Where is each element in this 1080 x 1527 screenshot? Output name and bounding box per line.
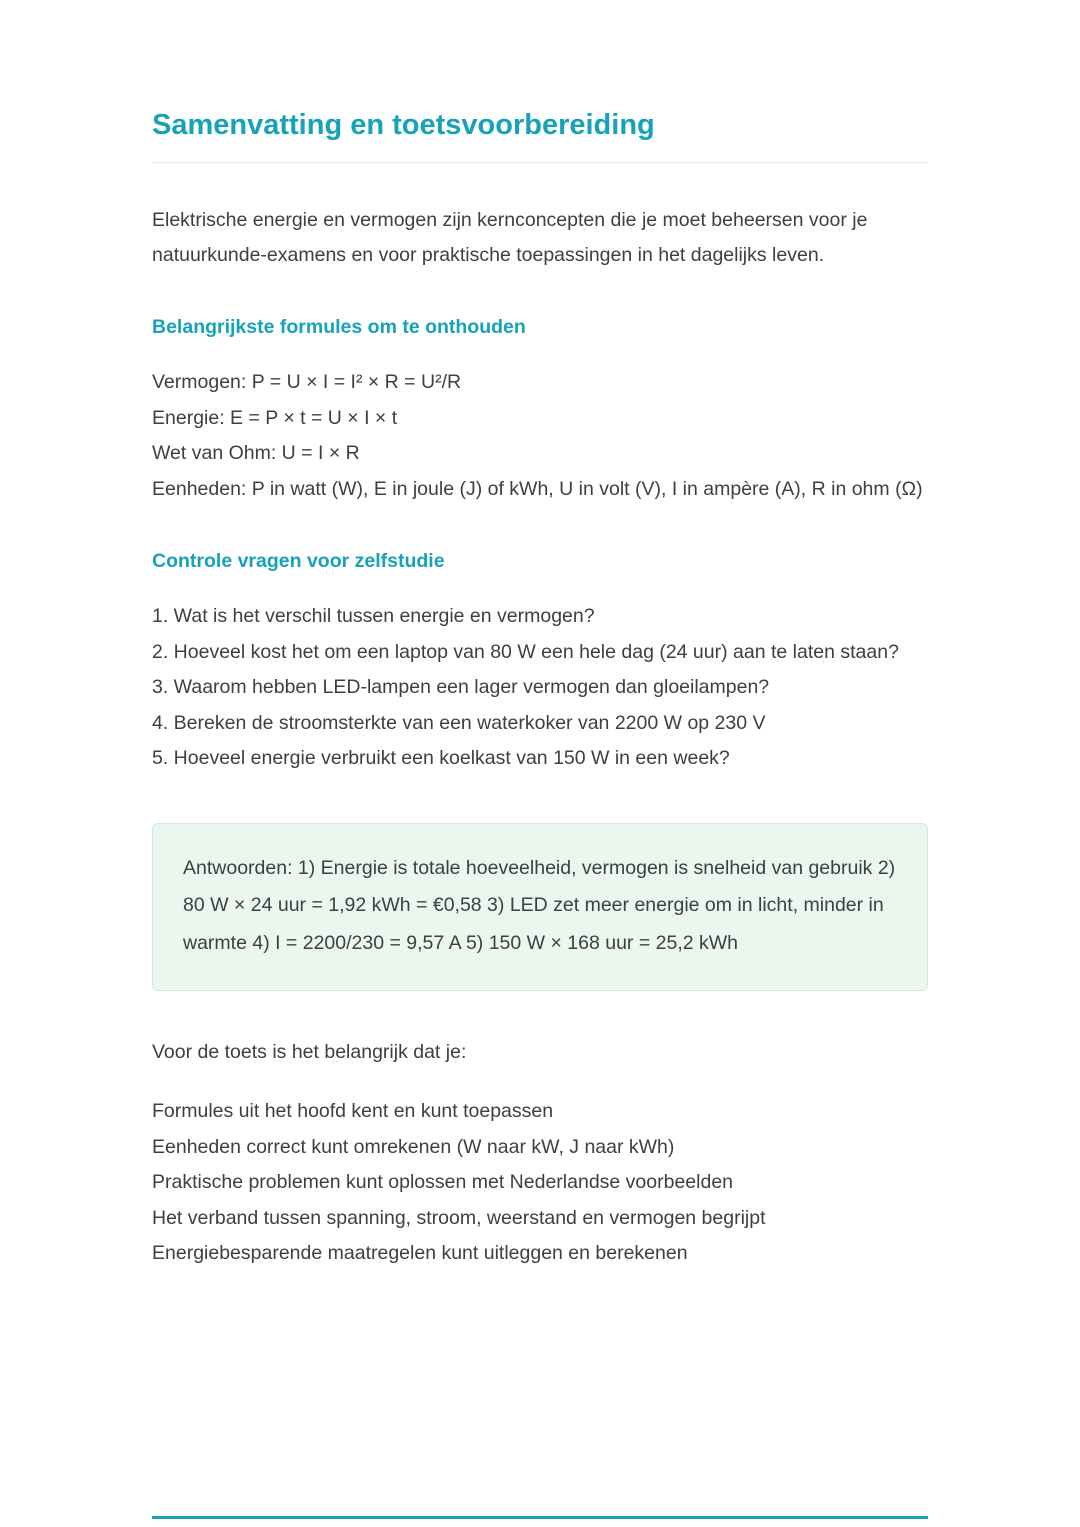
question-item: 1. Wat is het verschil tussen energie en vermogen? xyxy=(152,605,595,627)
questions-heading: Controle vragen voor zelfstudie xyxy=(152,550,445,572)
question-item: 2. Hoeveel kost het om een laptop van 80 W een hele dag (24 uur) aan te laten staan? xyxy=(152,640,899,663)
document-page xyxy=(152,0,928,1272)
exam-item: Energiebesparende maatregelen kunt uitleggen en berekenen xyxy=(152,1242,688,1264)
formulas-block xyxy=(152,365,928,507)
page-title: Samenvatting en toetsvoorbereiding xyxy=(152,109,655,141)
questions-list xyxy=(152,599,928,777)
exam-list xyxy=(152,1094,928,1272)
formula-line: Eenheden: P in watt (W), E in joule (J) of kWh, U in volt (V), I in ampère (A), R in ohm (Ω) xyxy=(152,477,923,500)
question-item: 4. Bereken de stroomsterkte van een waterkoker van 2200 W op 230 V xyxy=(152,711,766,734)
formula-line: Energie: E = P × t = U × I × t xyxy=(152,406,398,429)
exam-item: Het verband tussen spanning, stroom, weerstand en vermogen begrijpt xyxy=(152,1206,766,1229)
exam-item: Praktische problemen kunt oplossen met Nederlandse voorbeelden xyxy=(152,1171,734,1193)
exam-item: Formules uit het hoofd kent en kunt toepassen xyxy=(152,1100,554,1122)
exam-item: Eenheden correct kunt omrekenen (W naar kW, J naar kWh) xyxy=(152,1135,675,1158)
exam-intro: Voor de toets is het belangrijk dat je: xyxy=(152,1041,467,1063)
formula-line: Wet van Ohm: U = I × R xyxy=(152,442,360,464)
formulas-heading: Belangrijkste formules om te onthouden xyxy=(152,316,526,338)
answers-text: Antwoorden: 1) Energie is totale hoeveelheid, vermogen is snelheid van gebruik 2) 80 W × 24 uur = 1,92 kWh = €0,58 3) LED zet meer energie om in licht, minder in warmte 4) I = 2200/230 = 9,57 A 5) 150 W × 168 uur = 25,2 kWh xyxy=(183,856,896,954)
formula-line: Vermogen: P = U × I = I² × R = U²/R xyxy=(152,371,462,393)
answers-box xyxy=(152,823,928,992)
title-divider xyxy=(152,162,928,163)
bottom-divider xyxy=(152,1516,928,1519)
question-item: 5. Hoeveel energie verbruikt een koelkast van 150 W in een week? xyxy=(152,747,730,769)
question-item: 3. Waarom hebben LED-lampen een lager vermogen dan gloeilampen? xyxy=(152,676,770,698)
intro-paragraph: Elektrische energie en vermogen zijn kernconcepten die je moet beheersen voor je natuurkunde-examens en voor praktische toepassingen in het dagelijks leven. xyxy=(152,209,868,266)
